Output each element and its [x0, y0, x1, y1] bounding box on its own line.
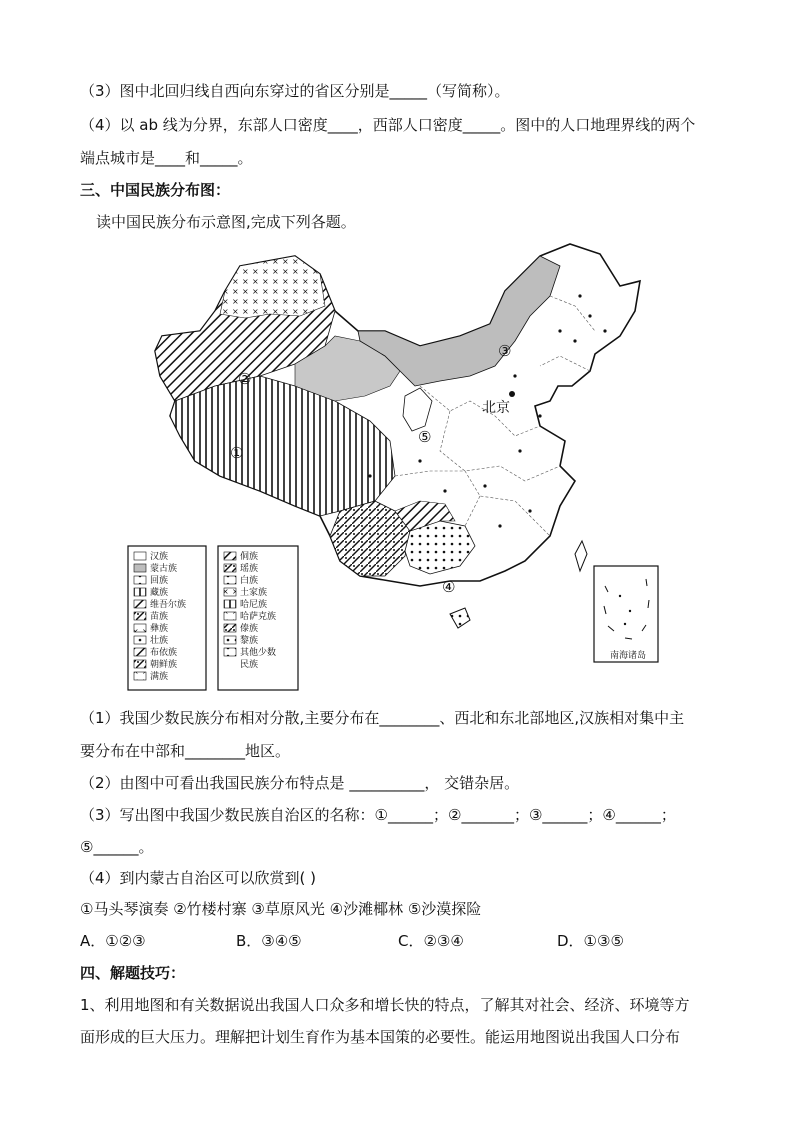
city-label-beijing: 北京 [482, 400, 510, 416]
legend-item: 白族 [240, 576, 259, 586]
question-4: （4）到内蒙古自治区可以欣赏到( ) [80, 869, 317, 887]
question-4-items: ①马头琴演奏 ②竹楼村寨 ③草原风光 ④沙滩椰林 ⑤沙漠探险 [80, 900, 482, 918]
region-marker-3: ③ [498, 342, 512, 360]
legend-item: 哈尼族 [240, 600, 268, 610]
legend-item: 哈萨克族 [240, 612, 277, 622]
legend-item: 汉族 [150, 552, 169, 562]
region-marker-4: ④ [442, 578, 456, 596]
taiwan [575, 541, 587, 571]
legend-item: 彝族 [150, 624, 169, 634]
legend-item: 朝鲜族 [150, 660, 178, 670]
question-3-line2: ⑤______。 [80, 838, 154, 856]
option-d: D．①③⑤ [557, 932, 624, 950]
section-4-para-line1: 1、利用地图和有关数据说出我国人口众多和增长快的特点，了解其对社会、经济、环境等方 [80, 996, 690, 1014]
question-1-line2: 要分布在中部和________地区。 [80, 742, 291, 760]
south-sea-inset [594, 566, 658, 662]
question-4-top-line1: （4）以 ab 线为分界，东部人口密度____，西部人口密度_____。图中的人口地理界线的两个 [80, 116, 696, 134]
legend-item: 布依族 [150, 648, 178, 658]
legend-item: 壮族 [150, 636, 169, 646]
option-b: B．③④⑤ [236, 932, 302, 950]
legend-left-swatches [134, 552, 146, 680]
legend-item: 侗族 [240, 552, 259, 562]
china-ethnic-map [120, 236, 660, 696]
inset-label: 南海诸岛 [610, 651, 647, 661]
legend-item: 满族 [150, 672, 169, 682]
legend-item: 苗族 [150, 612, 169, 622]
legend-item: 其他少数 [240, 648, 277, 658]
legend-item: 蒙古族 [150, 564, 178, 574]
section-4-para-line2: 面形成的巨大压力。理解把计划生育作为基本国策的必要性。能运用地图说出我国人口分布 [80, 1028, 681, 1046]
legend-item: 藏族 [150, 588, 169, 598]
china-ethnic-map-svg [120, 236, 660, 696]
question-1-line1: （1）我国少数民族分布相对分散,主要分布在________、西北和东北部地区,汉族相对集中主 [80, 709, 685, 727]
section-3-intro: 读中国民族分布示意图,完成下列各题。 [96, 213, 356, 231]
question-2: （2）由图中可看出我国民族分布特点是 __________， 交错杂居。 [80, 774, 520, 792]
legend-item: 黎族 [240, 636, 259, 646]
region-marker-2: ② [238, 370, 252, 388]
section-3-heading: 三、中国民族分布图： [80, 181, 231, 199]
section-4-heading: 四、解题技巧： [80, 964, 186, 982]
region-marker-5: ⑤ [418, 428, 432, 446]
question-4-top-line2: 端点城市是____和_____。 [80, 149, 253, 167]
legend-item: 瑶族 [240, 564, 259, 574]
hainan [450, 608, 470, 628]
legend-item: 回族 [150, 576, 169, 586]
legend-item: 维吾尔族 [150, 600, 187, 610]
legend-item: 傣族 [240, 624, 259, 634]
question-3-line1: （3）写出图中我国少数民族自治区的名称：①______；②_______；③______；④______； [80, 806, 676, 824]
legend-item: 民族 [240, 660, 259, 670]
beijing-marker [509, 391, 515, 397]
region-marker-1: ① [230, 444, 244, 462]
question-3-top: （3）图中北回归线自西向东穿过的省区分别是_____（写简称）。 [80, 82, 510, 100]
option-a: A．①②③ [80, 932, 146, 950]
legend-item: 土家族 [240, 588, 268, 598]
legend-right-swatches [224, 552, 236, 656]
option-c: C．②③④ [398, 932, 464, 950]
